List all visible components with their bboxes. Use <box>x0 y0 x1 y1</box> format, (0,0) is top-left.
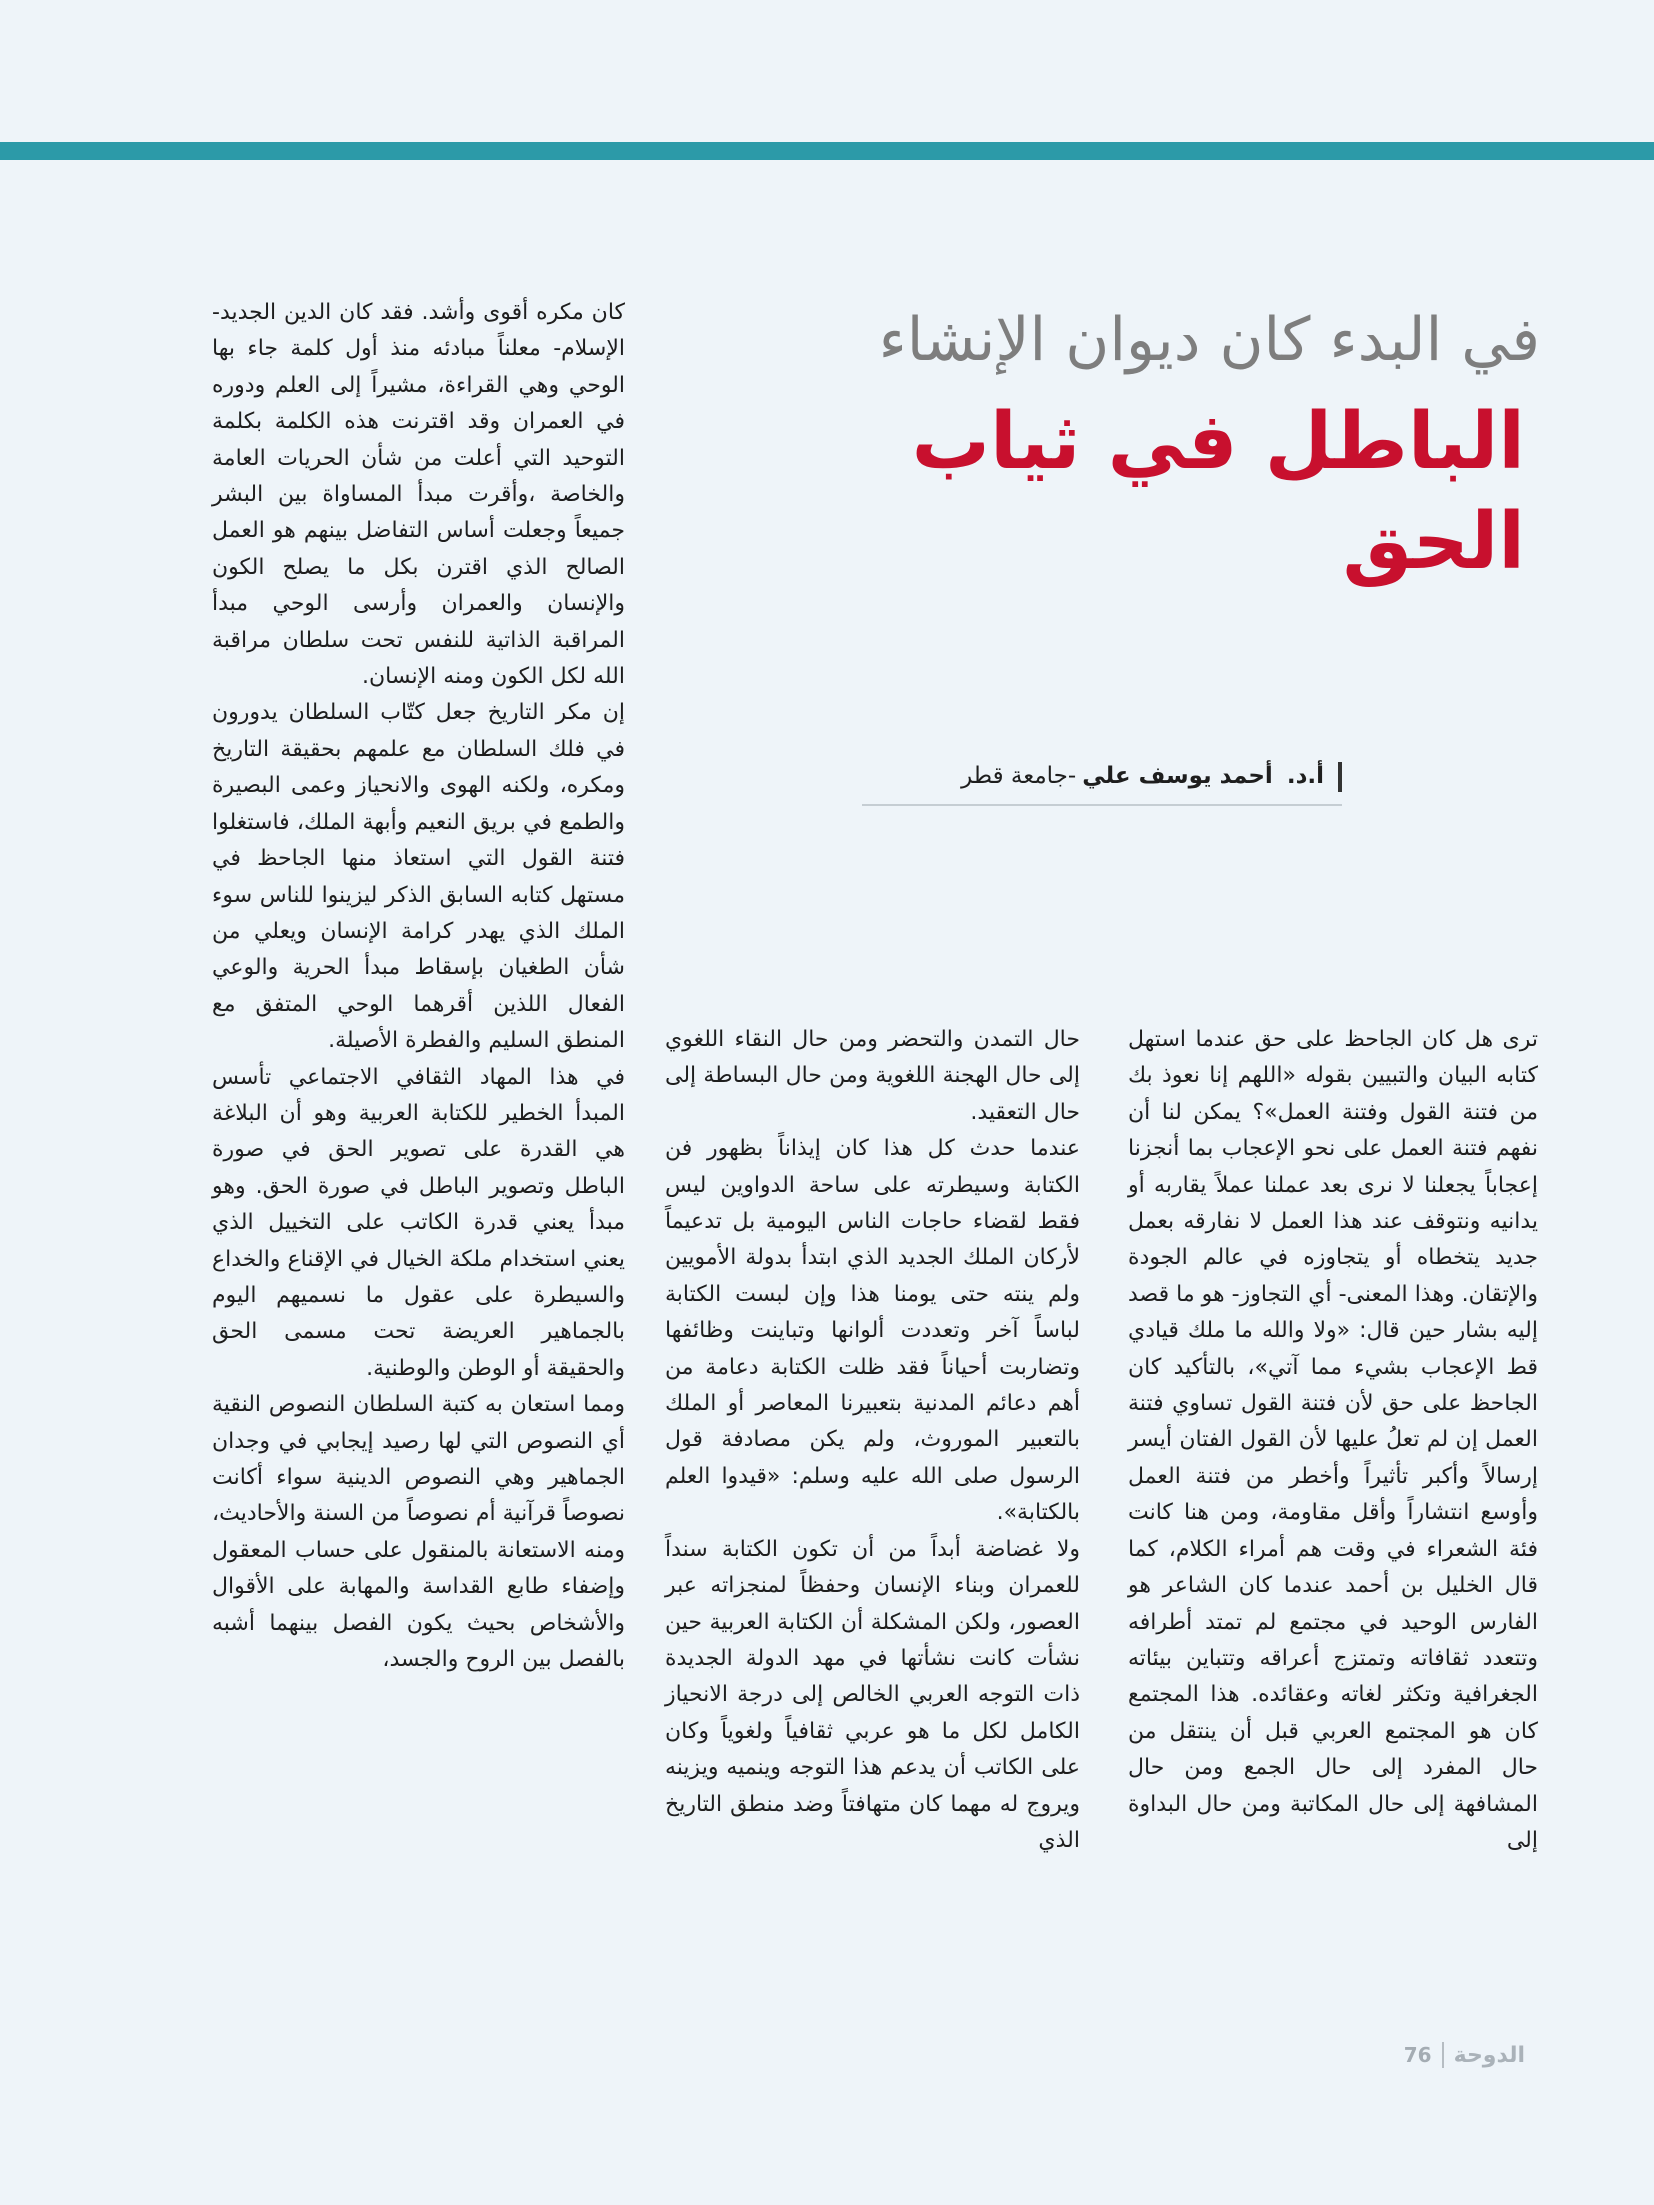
article-column-2 <box>665 1022 1080 2042</box>
accent-bar <box>0 142 1654 160</box>
article-kicker: في البدء كان ديوان الإنشاء <box>878 305 1540 375</box>
paragraph: إن مكر التاريخ جعل كتّاب السلطان يدورون في فلك السلطان مع علمهم بحقيقة التاريخ ومكره، ولكنه الهوى والانحياز وعمى البصيرة والطمع في بريق النعيم وأبهة الملك، فاستغلوا فتنة القول التي استعاذ منها الجاحظ في مستهل كتابه السابق الذكر ليزينوا للناس سوء الملك الذي يهدر كرامة الإنسان ويعلي من شأن الطغيان بإسقاط مبدأ الحرية والوعي الفعال اللذين أقرهما الوحي المتفق مع المنطق السليم والفطرة الأصيلة. <box>212 700 625 1054</box>
paragraph: كان مكره أقوى وأشد. فقد كان الدين الجديد- الإسلام- معلناً مبادئه منذ أول كلمة جاء بها الوحي وهي القراءة، مشيراً إلى العلم ودوره في العمران وقد اقترنت هذه الكلمة بكلمة التوحيد التي أعلت من شأن الحريات العامة والخاصة ،وأقرت مبدأ المساواة بين البشر جميعاً وجعلت أساس التفاضل بينهم هو العمل الصالح الذي اقترن بكل ما يصلح الكون والإنسان والعمران وأرسى الوحي مبدأ المراقبة الذاتية للنفس تحت سلطان مراقبة الله لكل الكون ومنه الإنسان. <box>212 300 625 690</box>
paragraph: ولا غضاضة أبداً من أن تكون الكتابة سنداً للعمران وبناء الإنسان وحفظاً لمنجزاته عبر العصور، ولكن المشكلة أن الكتابة العربية حين نشأت كانت نشأتها في مهد الدولة الجديدة ذات التوجه العربي الخالص إلى درجة الانحياز الكامل لكل ما هو عربي ثقافياً ولغوياً وكان على الكاتب أن يدعم هذا التوجه وينميه ويزينه ويروج له مهما كان متهافتاً وضد منطق التاريخ الذي <box>665 1536 1080 1853</box>
paragraph: ومما استعان به كتبة السلطان النصوص النقية أي النصوص التي لها رصيد إيجابي في وجدان الجماهير وهي النصوص الدينية سواء أكانت نصوصاً قرآنية أم نصوصاً من السنة والأحاديث، ومنه الاستعانة بالمنقول على حساب المعقول وإضفاء طابع القداسة والمهابة على الأقوال والأشخاص بحيث يكون الفصل بينهما أشبه بالفصل بين الروح والجسد، <box>212 1392 625 1673</box>
paragraph: ترى هل كان الجاحظ على حق عندما استهل كتابه البيان والتبيين بقوله «اللهم إنا نعوذ بك من فتنة القول وفتنة العمل»؟ يمكن لنا أن نفهم فتنة العمل على نحو الإعجاب بما أنجزنا إعجاباً يجعلنا لا نرى بعد عملنا عملاً يقاربه أو يدانيه ونتوقف عند هذا العمل لا نفارقه بعمل جديد يتخطاه أو يتجاوزه في عالم الجودة والإتقان. وهذا المعنى- أي التجاوز- هو ما قصد إليه بشار حين قال: «ولا والله ما ملك قيادي قط الإعجاب بشيء مما آتي»، بالتأكيد كان الجاحظ على حق لأن فتنة القول تساوي فتنة العمل إن لم تعلُ عليها لأن القول الفتان أيسر إرسالاً وأكبر تأثيراً وأخطر من فتنة العمل وأوسع انتشاراً وأقل مقاومة، ومن هنا كانت فئة الشعراء في وقت هم أمراء الكلام، كما قال الخليل بن أحمد عندما كان الشاعر هو الفارس الوحيد في مجتمع لم تمتد أطرافه وتتعدد ثقافاته وتمتزج أعراقه وتتباين بيئاته الجغرافية وتكثر لغاته وعقائده. هذا المجتمع كان هو المجتمع العربي قبل أن ينتقل من حال المفرد إلى حال الجمع ومن حال المشافهة إلى حال المكاتبة ومن حال البداوة إلى <box>1128 1027 1538 1853</box>
byline-degree: أ.د. <box>1286 763 1324 789</box>
paragraph: عندما حدث كل هذا كان إيذاناً بظهور فن الكتابة وسيطرته على ساحة الدواوين ليس فقط لقضاء حاجات الناس اليومية بل تدعيماً لأركان الملك الجديد الذي ابتدأ بدولة الأمويين ولم ينته حتى يومنا هذا وإن لبست الكتابة لباساً آخر وتعددت ألوانها وتباينت وظائفها وتضاربت أحياناً فقد ظلت الكتابة دعامة من أهم دعائم المدنية بتعبيرنا المعاصر أو الملك بالتعبير الموروث، ولم يكن مصادفة قول الرسول صلى الله عليه وسلم: «قيدوا العلم بالكتابة». <box>665 1136 1080 1526</box>
page-number: 76 <box>1403 2043 1432 2067</box>
byline <box>862 756 1342 806</box>
paragraph: حال التمدن والتحضر ومن حال النقاء اللغوي إلى حال الهجنة اللغوية ومن حال البساطة إلى حال التعقيد. <box>665 1027 1080 1125</box>
article-column-3 <box>212 295 625 2050</box>
magazine-logo: الدوحة <box>1453 2042 1525 2068</box>
byline-bar <box>1338 762 1342 792</box>
page-footer <box>1375 2035 1525 2075</box>
paragraph: في هذا المهاد الثقافي الاجتماعي تأسس المبدأ الخطير للكتابة العربية وهو أن البلاغة هي القدرة على تصوير الحق في صورة الباطل وتصوير الباطل في صورة الحق. وهو مبدأ يعني قدرة الكاتب على التخييل الذي يعني استخدام ملكة الخيال في الإقناع والخداع والسيطرة على عقول ما نسميهم اليوم بالجماهير العريضة تحت مسمى الحق والحقيقة أو الوطن والوطنية. <box>212 1064 625 1381</box>
article-column-1 <box>1128 1022 1538 2042</box>
byline-affiliation: -جامعة قطر <box>961 763 1077 789</box>
footer-separator <box>1442 2042 1444 2068</box>
article-title: الباطل في ثياب الحق <box>911 397 1525 587</box>
top-band <box>0 0 1654 142</box>
byline-author: أحمد يوسف علي <box>1082 763 1273 789</box>
